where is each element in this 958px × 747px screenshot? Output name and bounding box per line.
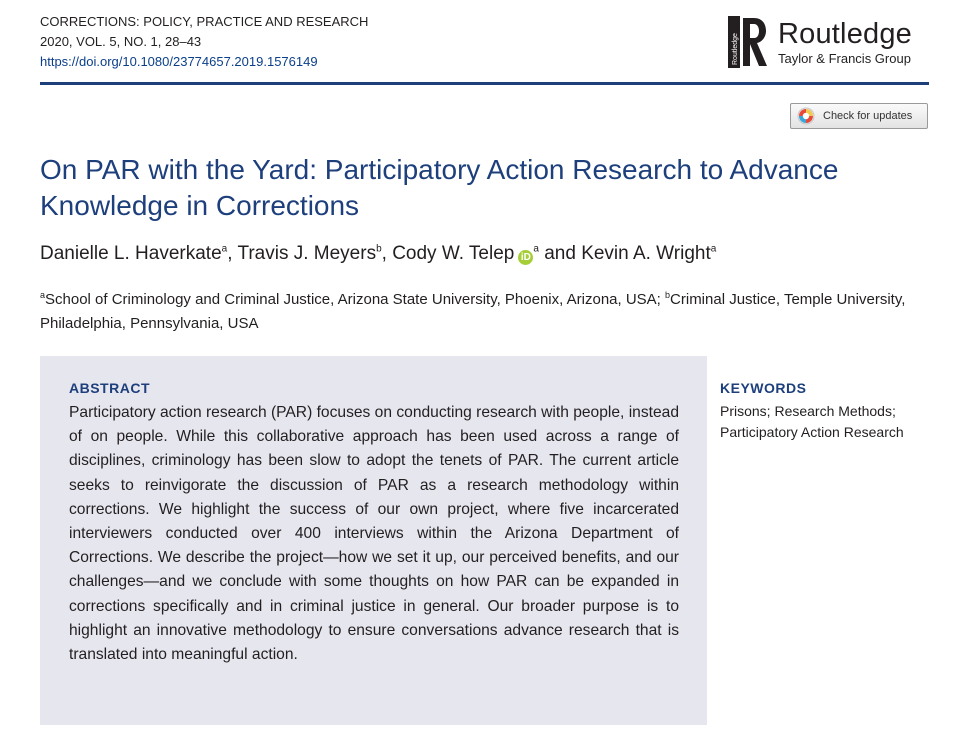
author-list	[40, 241, 716, 267]
abstract-text: Participatory action research (PAR) focuses on conducting research with people, instead of on people. While this collaborative approach has been used across a range of disciplines, criminology has been slow to adopt the tenets of PAR. The current article seeks to reinvigorate the discussion of PAR as a research methodology within corrections. We highlight the success of our own project, where five incarcerated interviewers conducted over 400 interviews within the Arizona Department of Corrections. We describe the project—how we set it up, our perceived benefits, and our challenges—and we conclude with some thoughts on how PAR can be expanded in corrections specifically and in criminal justice in general. Our broader purpose is to highlight an innovative methodology to ensure conversations advance research that is translated into meaningful action.	[69, 404, 679, 664]
author-name[interactable]: Travis J. Meyers	[237, 243, 377, 264]
orcid-icon[interactable]: iD	[518, 250, 533, 265]
crossmark-icon	[797, 107, 815, 125]
keywords-list: Prisons; Research Methods; Participatory Action Research	[720, 403, 904, 440]
author-separator: ,	[381, 243, 393, 264]
author-name[interactable]: Kevin A. Wright	[581, 243, 711, 264]
author-affiliation-mark: b	[376, 243, 382, 255]
affiliation-mark-b: b	[665, 290, 671, 300]
author-name[interactable]: Cody W. Telep	[392, 243, 515, 264]
keywords-heading: KEYWORDS	[720, 380, 807, 396]
author-affiliation-mark: a	[710, 243, 717, 255]
journal-meta	[40, 12, 368, 72]
publisher-group: Taylor & Francis Group	[778, 51, 911, 66]
author-affiliation-mark: a	[533, 243, 539, 255]
author-affiliation-mark: a	[221, 243, 228, 255]
author-name[interactable]: Danielle L. Haverkate	[40, 243, 222, 264]
affiliation-a: School of Criminology and Criminal Justice, Arizona State University, Phoenix, Arizona, USA;	[45, 291, 666, 308]
check-for-updates-button[interactable]	[790, 103, 928, 129]
abstract-heading: ABSTRACT	[69, 380, 150, 396]
publisher-name: Routledge	[778, 18, 913, 50]
article-title: On PAR with the Yard: Participatory Action Research to Advance Knowledge in Corrections	[40, 154, 839, 221]
logo-spine-text: Routledge	[732, 33, 739, 65]
affiliations	[40, 288, 935, 336]
routledge-logo-icon	[728, 16, 768, 68]
author-separator: and	[538, 243, 582, 264]
author-separator: ,	[227, 243, 238, 264]
journal-name: CORRECTIONS: POLICY, PRACTICE AND RESEARCH	[40, 14, 369, 29]
affiliation-b: Criminal Justice, Temple University, Philadelphia, Pennsylvania, USA	[40, 291, 906, 332]
affiliation-mark-a: a	[40, 290, 46, 300]
doi-link[interactable]: https://doi.org/10.1080/23774657.2019.1576149	[40, 54, 318, 69]
journal-citation: 2020, VOL. 5, NO. 1, 28–43	[40, 34, 202, 49]
publisher-logo	[778, 18, 912, 67]
header-rule	[40, 82, 929, 85]
check-for-updates-label: Check for updates	[823, 110, 913, 122]
